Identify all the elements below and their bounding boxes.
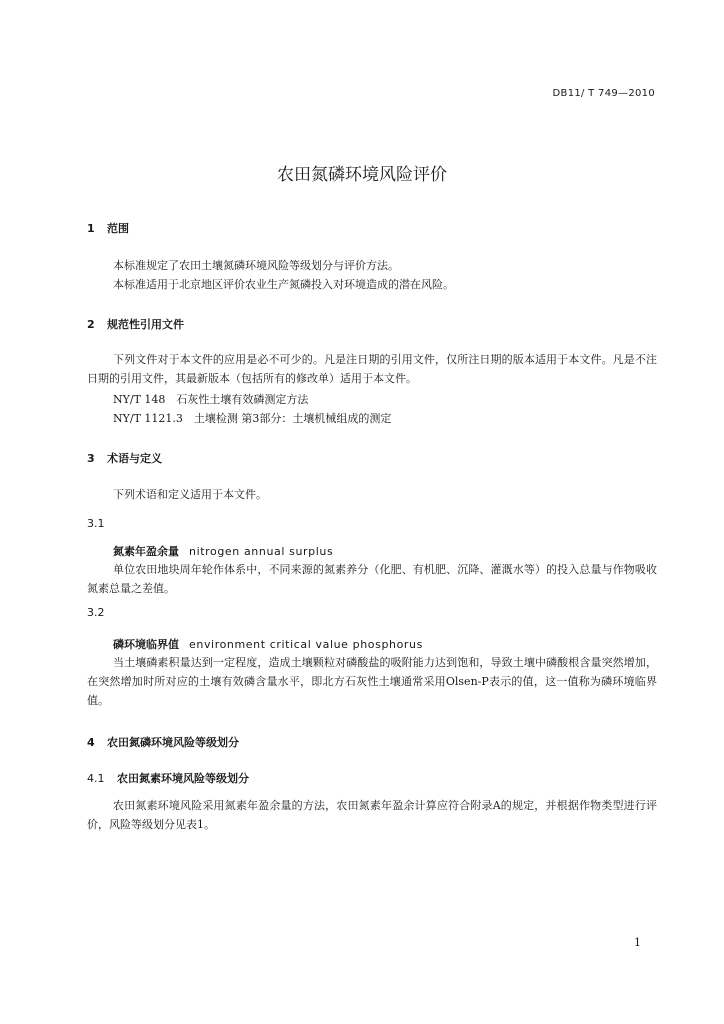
section-4-heading bbox=[87, 734, 239, 750]
paragraph: 本标准规定了农田土壤氮磷环境风险等级划分与评价方法。 bbox=[113, 259, 399, 272]
term-definition: 当土壤磷素积量达到一定程度，造成土壤颗粒对磷酸盐的吸附能力达到饱和，导致土壤中磷酸根含量突然增加，在突然增加时所对应的土壤有效磷含量水平，即北方石灰性土壤通常采用Olsen-P表示的值，这一值称为磷环境临界值。 bbox=[87, 656, 657, 707]
paragraph: 农田氮素环境风险采用氮素年盈余量的方法，农田氮素年盈余计算应符合附录A的规定，并根据作物类型进行评价，风险等级划分见表1。 bbox=[87, 799, 657, 831]
paragraph: 下列文件对于本文件的应用是必不可少的。凡是注日期的引用文件，仅所注日期的版本适用于本文件。凡是不注日期的引用文件，其最新版本（包括所有的修改单）适用于本文件。 bbox=[87, 353, 657, 385]
term-zh: 磷环境临界值 bbox=[113, 638, 179, 651]
section-number: 1 bbox=[87, 222, 95, 235]
term-entry bbox=[113, 543, 333, 559]
section-title: 规范性引用文件 bbox=[107, 318, 184, 331]
paragraph: 本标准适用于北京地区评价农业生产氮磷投入对环境造成的潜在风险。 bbox=[113, 278, 454, 291]
paragraph: 下列术语和定义适用于本文件。 bbox=[113, 488, 267, 501]
section-title: 术语与定义 bbox=[107, 452, 162, 465]
reference-item: NY/T 1121.3 土壤检测 第3部分：土壤机械组成的测定 bbox=[113, 412, 392, 425]
section-number: 2 bbox=[87, 318, 95, 331]
section-title: 范围 bbox=[107, 222, 129, 235]
term-en: nitrogen annual surplus bbox=[189, 545, 334, 558]
section-number: 4.1 bbox=[87, 772, 105, 785]
section-1-heading bbox=[87, 220, 129, 236]
subsection-4-1-heading bbox=[87, 770, 249, 786]
reference-item: NY/T 148 石灰性土壤有效磷测定方法 bbox=[113, 393, 309, 406]
section-title: 农田氮素环境风险等级划分 bbox=[117, 772, 249, 785]
section-title: 农田氮磷环境风险等级划分 bbox=[107, 736, 239, 749]
subsection-3-1-number: 3.1 bbox=[87, 517, 105, 530]
document-title: 农田氮磷环境风险评价 bbox=[277, 165, 447, 185]
term-en: environment critical value phosphorus bbox=[189, 638, 423, 651]
section-2-heading bbox=[87, 316, 184, 332]
document-code: DB11/ T 749—2010 bbox=[552, 88, 655, 99]
section-number: 3 bbox=[87, 452, 95, 465]
term-definition: 单位农田地块周年轮作体系中，不同来源的氮素养分（化肥、有机肥、沉降、灌溉水等）的投入总量与作物吸收氮素总量之差值。 bbox=[87, 563, 657, 595]
page-number: 1 bbox=[634, 936, 641, 949]
term-entry bbox=[113, 636, 423, 652]
section-3-heading bbox=[87, 450, 162, 466]
subsection-3-2-number: 3.2 bbox=[87, 606, 105, 619]
term-zh: 氮素年盈余量 bbox=[113, 545, 179, 558]
section-number: 4 bbox=[87, 736, 95, 749]
